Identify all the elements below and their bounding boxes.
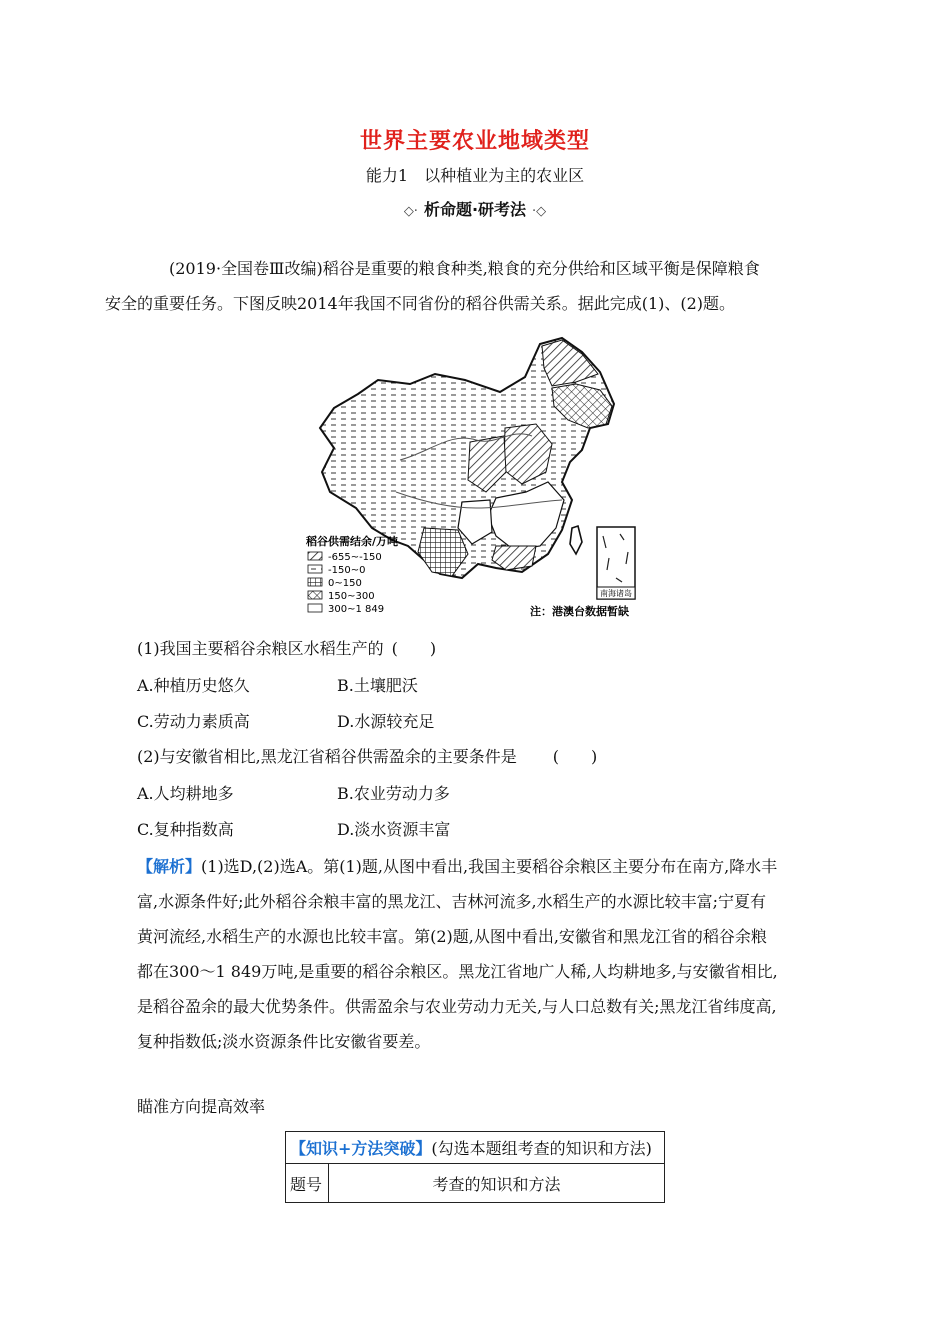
table-col-knowledge: 考查的知识和方法 bbox=[329, 1164, 665, 1203]
legend-swatch-1 bbox=[308, 552, 322, 560]
question-1-option-a[interactable]: A.种植历史悠久 bbox=[137, 676, 250, 695]
legend-swatch-2 bbox=[308, 565, 322, 573]
section-heading bbox=[0, 197, 950, 220]
section-heading-text: 析命题·研考法 bbox=[423, 200, 527, 219]
analysis-line-5: 是稻谷盈余的最大优势条件。供需盈余与农业劳动力无关,与人口总数有关;黑龙江省纬度高, bbox=[137, 997, 777, 1016]
question-1-option-b[interactable]: B.土壤肥沃 bbox=[337, 676, 418, 695]
analysis-line-2: 富,水源条件好;此外稻谷余粮丰富的黑龙江、吉林河流多,水稻生产的水源比较丰富;宁夏有 bbox=[137, 892, 766, 911]
question-2-option-a[interactable]: A.人均耕地多 bbox=[137, 784, 234, 803]
question-2-option-c[interactable]: C.复种指数高 bbox=[137, 820, 234, 839]
intro-paragraph bbox=[105, 251, 817, 321]
section-deco-right-icon: ·◇ bbox=[532, 204, 547, 219]
knowledge-method-table bbox=[285, 1131, 665, 1203]
legend-label-5: 300~1 849 bbox=[328, 604, 385, 615]
analysis-paragraph bbox=[137, 849, 817, 1059]
question-1-text: (1)我国主要稻谷余粮区水稻生产的 bbox=[137, 639, 384, 658]
map-region-taiwan bbox=[570, 526, 582, 554]
focus-heading: 瞄准方向提高效率 bbox=[137, 1097, 266, 1116]
table-header-cell bbox=[286, 1132, 665, 1164]
legend-label-2: -150~0 bbox=[328, 565, 366, 576]
question-2-option-b[interactable]: B.农业劳动力多 bbox=[337, 784, 450, 803]
analysis-line-4: 都在300～1 849万吨,是重要的稻谷余粮区。黑龙江省地广人稀,人均耕地多,与安徽省相比, bbox=[137, 962, 778, 981]
question-2-option-d[interactable]: D.淡水资源丰富 bbox=[337, 820, 451, 839]
section-deco-left-icon: ◇· bbox=[403, 204, 418, 219]
legend-swatch-3 bbox=[308, 578, 322, 586]
analysis-line-1 bbox=[137, 849, 817, 884]
map-legend-title: 稻谷供需结余/万吨 bbox=[306, 535, 399, 548]
question-1-option-c[interactable]: C.劳动力素质高 bbox=[137, 712, 250, 731]
question-1-blank: ( ) bbox=[391, 639, 437, 658]
analysis-line-1-text: (1)选D,(2)选A。第(1)题,从图中看出,我国主要稻谷余粮区主要分布在南方,降水丰 bbox=[201, 857, 778, 876]
question-2-blank: ( ) bbox=[552, 747, 598, 766]
table-col-question-number: 题号 bbox=[286, 1164, 329, 1203]
question-2-stem bbox=[137, 744, 597, 767]
rice-supply-map bbox=[300, 332, 648, 622]
legend-swatch-4 bbox=[308, 591, 322, 599]
legend-label-1: -655~-150 bbox=[328, 552, 382, 563]
map-inset-label: 南海诸岛 bbox=[600, 589, 632, 598]
question-2-text: (2)与安徽省相比,黑龙江省稻谷供需盈余的主要条件是 bbox=[137, 747, 517, 766]
page-title: 世界主要农业地域类型 bbox=[359, 129, 590, 154]
table-header-text: (勾选本题组考查的知识和方法) bbox=[431, 1139, 652, 1158]
question-1-option-d[interactable]: D.水源较充足 bbox=[337, 712, 435, 731]
page-subtitle: 能力1 以种植业为主的农业区 bbox=[365, 166, 585, 185]
legend-label-4: 150~300 bbox=[328, 591, 375, 602]
analysis-line-3: 黄河流经,水稻生产的水源也比较丰富。第(2)题,从图中看出,安徽省和黑龙江省的稻谷余粮 bbox=[137, 927, 767, 946]
intro-line-1: (2019·全国卷Ⅲ改编)稻谷是重要的粮食种类,粮食的充分供给和区域平衡是保障粮食 bbox=[169, 259, 760, 278]
map-note: 注：港澳台数据暂缺 bbox=[530, 605, 629, 618]
analysis-tag: 【解析】 bbox=[137, 857, 202, 876]
analysis-line-6: 复种指数低;淡水资源条件比安徽省要差。 bbox=[137, 1032, 431, 1051]
legend-swatch-5 bbox=[308, 604, 322, 612]
table-tag: 【知识+方法突破】 bbox=[290, 1139, 432, 1158]
legend-label-3: 0~150 bbox=[328, 578, 362, 589]
question-1-stem bbox=[137, 636, 436, 659]
intro-line-2: 安全的重要任务。下图反映2014年我国不同省份的稻谷供需关系。据此完成(1)、(2)题。 bbox=[105, 294, 736, 313]
